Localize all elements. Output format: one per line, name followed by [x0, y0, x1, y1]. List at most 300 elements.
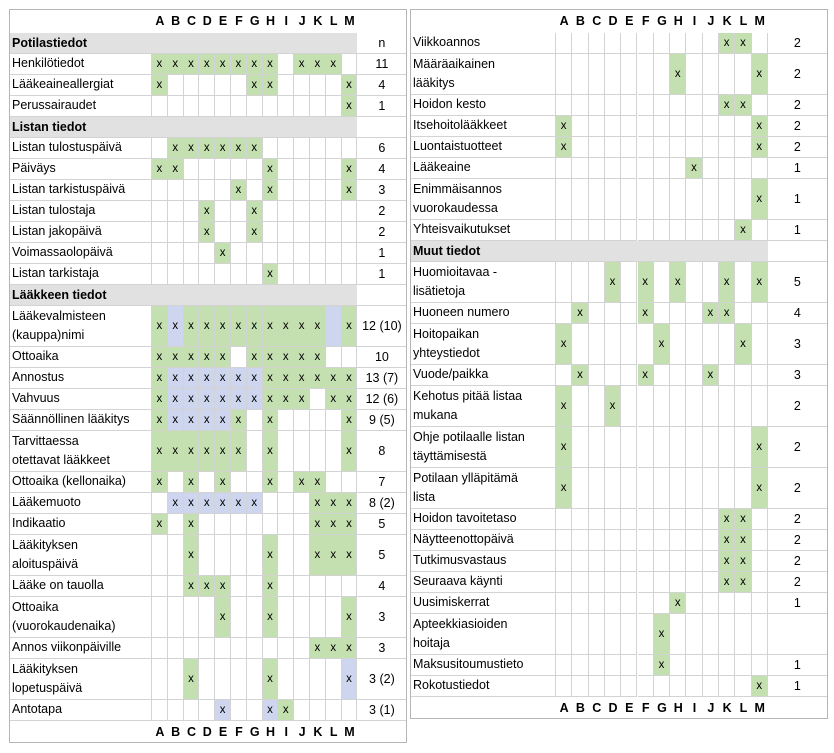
left-mark-C: x: [184, 306, 200, 347]
left-mark-H: [263, 222, 279, 243]
left-mark-A: [152, 638, 168, 659]
left-mark-F: x: [231, 54, 247, 75]
left-mark-I: [278, 659, 294, 700]
right-mark-A: [556, 572, 572, 593]
left-mark-B: x: [168, 347, 184, 368]
left-mark-K: [310, 180, 326, 201]
right-n-cell: 1: [768, 676, 828, 697]
right-mark-B: [572, 262, 588, 303]
left-mark-J: [294, 159, 310, 180]
left-mark-H: [263, 96, 279, 117]
right-mark-D: [605, 365, 621, 386]
left-mark-B: x: [168, 410, 184, 431]
left-mark-B: [168, 514, 184, 535]
left-n-cell: 3 (1): [357, 700, 407, 721]
left-mark-E: [215, 535, 231, 576]
left-mark-F: [231, 597, 247, 638]
left-mark-M: [342, 138, 358, 159]
left-col-footer-K: K: [313, 725, 323, 739]
left-mark-J: x: [294, 389, 310, 410]
left-mark-I: [278, 159, 294, 180]
left-mark-G: [247, 472, 263, 493]
right-mark-C: [589, 572, 605, 593]
right-mark-A: [556, 551, 572, 572]
right-mark-J: [703, 427, 719, 468]
left-mark-A: [152, 535, 168, 576]
right-mark-H: [670, 33, 686, 54]
right-mark-C: [589, 365, 605, 386]
right-mark-H: [670, 468, 686, 509]
left-row-label: Säännöllinen lääkitys: [9, 410, 152, 431]
right-mark-E: [621, 158, 637, 179]
right-mark-I: [686, 324, 702, 365]
right-row-label: Huomioitavaa - lisätietoja: [410, 262, 556, 303]
left-mark-C: x: [184, 410, 200, 431]
right-col-header-G: G: [657, 14, 667, 28]
left-mark-J: [294, 264, 310, 285]
left-col-footer-F: F: [235, 725, 243, 739]
left-mark-B: x: [168, 493, 184, 514]
left-mark-E: [215, 180, 231, 201]
left-mark-B: [168, 638, 184, 659]
left-n-cell: 7: [357, 472, 407, 493]
left-mark-E: x: [215, 493, 231, 514]
left-mark-M: x: [342, 410, 358, 431]
right-mark-G: x: [654, 324, 670, 365]
right-mark-J: [703, 137, 719, 158]
left-mark-I: [278, 597, 294, 638]
right-mark-D: [605, 116, 621, 137]
right-mark-I: [686, 468, 702, 509]
left-mark-G: [247, 514, 263, 535]
left-mark-F: x: [231, 410, 247, 431]
left-mark-B: x: [168, 54, 184, 75]
right-mark-A: x: [556, 386, 572, 427]
right-mark-J: [703, 551, 719, 572]
right-mark-G: [654, 303, 670, 324]
left-mark-H: x: [263, 535, 279, 576]
left-mark-A: [152, 659, 168, 700]
left-mark-J: x: [294, 54, 310, 75]
left-col-footer-B: B: [171, 725, 181, 739]
left-mark-K: x: [310, 368, 326, 389]
right-col-footer-A: A: [559, 701, 569, 715]
right-mark-H: [670, 530, 686, 551]
right-n-cell: 2: [768, 468, 828, 509]
left-mark-L: [326, 138, 342, 159]
left-mark-G: [247, 243, 263, 264]
left-mark-E: [215, 75, 231, 96]
right-col-header-H: H: [673, 14, 683, 28]
left-mark-D: [199, 535, 215, 576]
left-mark-J: [294, 222, 310, 243]
left-col-header-C: C: [186, 14, 196, 28]
left-mark-J: x: [294, 368, 310, 389]
right-mark-I: [686, 95, 702, 116]
left-mark-I: [278, 75, 294, 96]
right-mark-H: [670, 551, 686, 572]
right-n-cell: 2: [768, 572, 828, 593]
left-mark-I: [278, 54, 294, 75]
right-mark-F: [638, 614, 654, 655]
left-col-header-F: F: [235, 14, 243, 28]
left-mark-E: x: [215, 472, 231, 493]
left-mark-M: x: [342, 514, 358, 535]
right-mark-A: x: [556, 116, 572, 137]
left-mark-E: x: [215, 431, 231, 472]
right-mark-D: [605, 509, 621, 530]
right-mark-J: [703, 614, 719, 655]
left-mark-A: x: [152, 347, 168, 368]
right-n-cell: 2: [768, 427, 828, 468]
right-mark-J: [703, 262, 719, 303]
left-n-cell: [357, 285, 407, 306]
left-mark-E: x: [215, 138, 231, 159]
right-mark-A: [556, 303, 572, 324]
left-n-cell: 5: [357, 535, 407, 576]
right-mark-A: [556, 95, 572, 116]
left-mark-A: x: [152, 514, 168, 535]
right-row-label: Kehotus pitää listaa mukana: [410, 386, 556, 427]
right-mark-I: [686, 427, 702, 468]
right-n-cell: 2: [768, 54, 828, 95]
right-mark-I: [686, 572, 702, 593]
right-mark-A: [556, 158, 572, 179]
right-mark-I: [686, 33, 702, 54]
right-mark-H: [670, 655, 686, 676]
left-mark-C: [184, 597, 200, 638]
right-mark-F: [638, 530, 654, 551]
right-mark-E: [621, 468, 637, 509]
left-mark-K: [310, 75, 326, 96]
left-mark-A: [152, 222, 168, 243]
right-n-cell: 2: [768, 530, 828, 551]
right-col-header-I: I: [692, 14, 697, 28]
left-mark-I: [278, 638, 294, 659]
right-mark-G: [654, 593, 670, 614]
left-mark-H: x: [263, 54, 279, 75]
left-mark-D: [199, 514, 215, 535]
left-mark-A: x: [152, 389, 168, 410]
left-mark-G: x: [247, 222, 263, 243]
right-mark-M: [752, 365, 768, 386]
left-n-cell: 3 (2): [357, 659, 407, 700]
right-mark-M: [752, 551, 768, 572]
right-mark-I: [686, 676, 702, 697]
right-mark-B: [572, 137, 588, 158]
left-mark-C: [184, 201, 200, 222]
right-mark-M: x: [752, 262, 768, 303]
left-mark-L: [326, 75, 342, 96]
left-mark-J: [294, 243, 310, 264]
left-mark-H: [263, 138, 279, 159]
left-mark-E: x: [215, 389, 231, 410]
left-n-cell: 4: [357, 159, 407, 180]
right-row-label: Maksusitoumustieto: [410, 655, 556, 676]
right-mark-M: x: [752, 137, 768, 158]
left-mark-D: x: [199, 201, 215, 222]
left-mark-M: [342, 347, 358, 368]
right-mark-K: x: [719, 262, 735, 303]
left-col-header-I: I: [284, 14, 289, 28]
right-col-footer-L: L: [739, 701, 748, 715]
right-mark-D: [605, 593, 621, 614]
left-mark-L: [326, 700, 342, 721]
left-mark-F: [231, 264, 247, 285]
right-row-label: Määräaikainen lääkitys: [410, 54, 556, 95]
left-mark-D: x: [199, 576, 215, 597]
right-mark-K: [719, 386, 735, 427]
right-mark-H: [670, 95, 686, 116]
left-mark-B: x: [168, 138, 184, 159]
left-mark-F: [231, 222, 247, 243]
left-row-label: Ottoaika (vuorokaudenaika): [9, 597, 152, 638]
left-mark-E: x: [215, 54, 231, 75]
right-mark-E: [621, 593, 637, 614]
right-mark-J: [703, 158, 719, 179]
left-mark-G: [247, 264, 263, 285]
right-mark-G: [654, 676, 670, 697]
right-mark-A: [556, 614, 572, 655]
right-n-cell: 2: [768, 116, 828, 137]
left-mark-K: [310, 700, 326, 721]
left-mark-D: [199, 75, 215, 96]
left-mark-C: [184, 159, 200, 180]
left-mark-J: x: [294, 306, 310, 347]
left-mark-J: [294, 75, 310, 96]
left-mark-K: x: [310, 514, 326, 535]
left-mark-M: x: [342, 159, 358, 180]
left-mark-B: [168, 535, 184, 576]
left-mark-A: x: [152, 75, 168, 96]
right-mark-D: x: [605, 386, 621, 427]
right-mark-F: [638, 116, 654, 137]
left-mark-L: [326, 597, 342, 638]
right-mark-A: [556, 530, 572, 551]
right-mark-H: [670, 365, 686, 386]
right-mark-H: [670, 509, 686, 530]
left-row-label: Tarvittaessa otettavat lääkkeet: [9, 431, 152, 472]
left-col-header-B: B: [171, 14, 181, 28]
right-mark-K: [719, 614, 735, 655]
right-row-label: Viikkoannos: [410, 33, 556, 54]
right-mark-D: [605, 530, 621, 551]
left-mark-F: [231, 535, 247, 576]
left-mark-E: x: [215, 576, 231, 597]
right-mark-J: x: [703, 303, 719, 324]
right-mark-I: [686, 655, 702, 676]
right-col-footer-M: M: [754, 701, 765, 715]
right-mark-I: [686, 179, 702, 220]
right-mark-H: x: [670, 593, 686, 614]
left-mark-A: [152, 493, 168, 514]
right-mark-I: [686, 220, 702, 241]
left-mark-J: x: [294, 347, 310, 368]
left-mark-F: x: [231, 306, 247, 347]
right-mark-E: [621, 676, 637, 697]
left-mark-G: x: [247, 306, 263, 347]
right-mark-K: [719, 427, 735, 468]
left-mark-G: [247, 410, 263, 431]
right-mark-A: [556, 509, 572, 530]
left-mark-A: [152, 597, 168, 638]
right-mark-G: x: [654, 655, 670, 676]
right-mark-C: [589, 593, 605, 614]
left-mark-D: x: [199, 54, 215, 75]
right-mark-C: [589, 262, 605, 303]
left-col-header-M: M: [344, 14, 355, 28]
left-mark-B: [168, 472, 184, 493]
right-mark-C: [589, 33, 605, 54]
right-mark-M: [752, 324, 768, 365]
right-n-cell: 5: [768, 262, 828, 303]
left-mark-L: [326, 472, 342, 493]
right-mark-F: [638, 179, 654, 220]
left-mark-H: x: [263, 264, 279, 285]
right-mark-H: [670, 386, 686, 427]
right-mark-I: [686, 303, 702, 324]
left-mark-K: [310, 576, 326, 597]
left-mark-M: [342, 54, 358, 75]
right-mark-K: [719, 137, 735, 158]
right-col-footer-I: I: [692, 701, 697, 715]
left-n-cell: 1: [357, 243, 407, 264]
left-mark-K: x: [310, 638, 326, 659]
right-mark-G: [654, 509, 670, 530]
right-row-label: Itsehoitolääkkeet: [410, 116, 556, 137]
left-row-label: Annos viikonpäiville: [9, 638, 152, 659]
right-mark-B: [572, 179, 588, 220]
right-mark-F: [638, 551, 654, 572]
left-mark-K: x: [310, 54, 326, 75]
left-section-header: Lääkkeen tiedot: [9, 285, 357, 306]
right-mark-G: [654, 572, 670, 593]
left-mark-I: [278, 96, 294, 117]
right-mark-E: [621, 365, 637, 386]
right-mark-H: [670, 676, 686, 697]
left-mark-G: x: [247, 75, 263, 96]
right-mark-K: [719, 324, 735, 365]
left-mark-F: [231, 75, 247, 96]
right-mark-L: x: [735, 509, 751, 530]
right-mark-D: [605, 655, 621, 676]
right-col-footer-D: D: [608, 701, 618, 715]
right-mark-K: x: [719, 33, 735, 54]
right-mark-I: [686, 593, 702, 614]
left-mark-C: [184, 96, 200, 117]
left-mark-A: [152, 264, 168, 285]
left-mark-K: [310, 597, 326, 638]
left-mark-L: x: [326, 535, 342, 576]
left-mark-C: x: [184, 493, 200, 514]
left-mark-D: x: [199, 138, 215, 159]
right-mark-H: x: [670, 262, 686, 303]
left-mark-M: x: [342, 659, 358, 700]
right-mark-K: [719, 593, 735, 614]
right-n-cell: 1: [768, 593, 828, 614]
left-mark-F: [231, 96, 247, 117]
right-mark-M: x: [752, 427, 768, 468]
right-mark-E: [621, 54, 637, 95]
right-mark-M: [752, 33, 768, 54]
left-n-cell: 4: [357, 75, 407, 96]
right-col-footer-B: B: [575, 701, 585, 715]
right-col-footer-H: H: [673, 701, 683, 715]
right-mark-A: [556, 220, 572, 241]
left-mark-M: x: [342, 389, 358, 410]
left-mark-J: [294, 96, 310, 117]
left-mark-J: [294, 431, 310, 472]
right-mark-E: [621, 509, 637, 530]
left-mark-M: x: [342, 368, 358, 389]
left-col-footer-L: L: [329, 725, 338, 739]
left-mark-H: x: [263, 472, 279, 493]
left-mark-D: [199, 180, 215, 201]
right-mark-H: [670, 137, 686, 158]
right-mark-E: [621, 655, 637, 676]
right-mark-D: [605, 95, 621, 116]
right-mark-I: [686, 137, 702, 158]
right-mark-I: [686, 509, 702, 530]
right-row-label: Tutkimusvastaus: [410, 551, 556, 572]
right-mark-J: [703, 593, 719, 614]
left-row-label: Listan tarkistuspäivä: [9, 180, 152, 201]
right-mark-C: [589, 303, 605, 324]
right-mark-J: [703, 54, 719, 95]
left-mark-G: [247, 659, 263, 700]
right-mark-I: [686, 54, 702, 95]
right-row-label: Yhteisvaikutukset: [410, 220, 556, 241]
left-mark-I: x: [278, 389, 294, 410]
left-row-label: Henkilötiedot: [9, 54, 152, 75]
left-mark-D: x: [199, 368, 215, 389]
left-mark-H: x: [263, 700, 279, 721]
left-mark-C: [184, 180, 200, 201]
right-mark-A: x: [556, 427, 572, 468]
right-mark-C: [589, 179, 605, 220]
right-mark-M: x: [752, 676, 768, 697]
left-mark-B: [168, 700, 184, 721]
right-mark-M: x: [752, 179, 768, 220]
right-mark-F: [638, 158, 654, 179]
right-mark-D: [605, 468, 621, 509]
left-mark-D: [199, 264, 215, 285]
right-mark-B: [572, 158, 588, 179]
right-mark-B: [572, 220, 588, 241]
left-mark-H: x: [263, 368, 279, 389]
left-mark-G: x: [247, 138, 263, 159]
left-mark-A: [152, 180, 168, 201]
right-mark-G: [654, 220, 670, 241]
right-mark-E: [621, 179, 637, 220]
left-mark-J: [294, 535, 310, 576]
right-mark-G: [654, 116, 670, 137]
right-mark-L: x: [735, 324, 751, 365]
left-row-label: Lääkityksen aloituspäivä: [9, 535, 152, 576]
right-mark-A: [556, 365, 572, 386]
right-n-cell: 2: [768, 137, 828, 158]
right-mark-F: [638, 137, 654, 158]
right-mark-K: [719, 220, 735, 241]
left-mark-I: [278, 535, 294, 576]
right-col-header-A: A: [559, 14, 569, 28]
right-mark-B: x: [572, 303, 588, 324]
right-mark-M: [752, 572, 768, 593]
right-mark-J: [703, 468, 719, 509]
left-mark-E: [215, 638, 231, 659]
left-mark-B: [168, 180, 184, 201]
left-mark-A: [152, 243, 168, 264]
